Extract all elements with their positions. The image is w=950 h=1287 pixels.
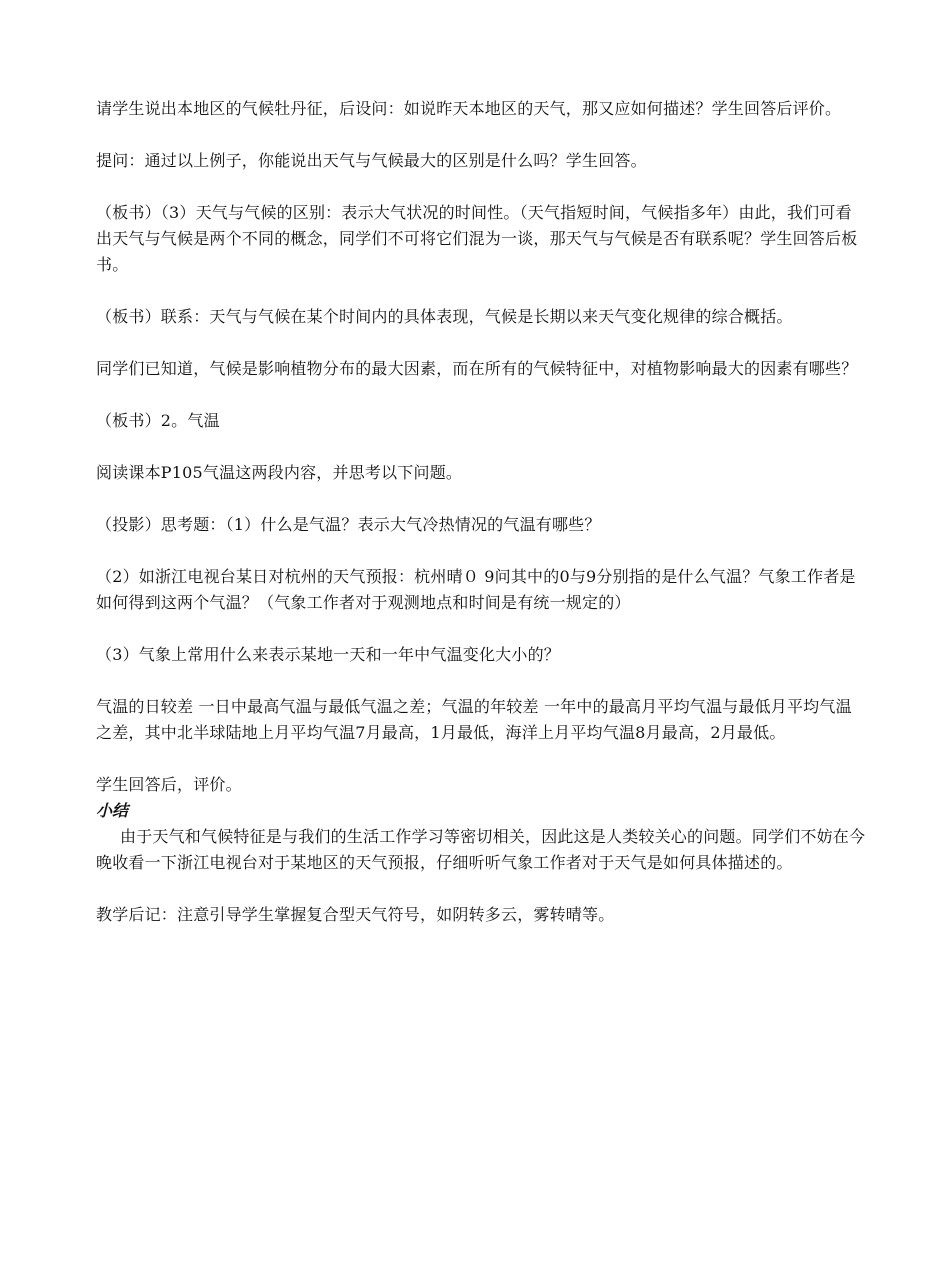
paragraph-plant-factors: 同学们已知道，气候是影响植物分布的最大因素，而在所有的气候特征中，对植物影响最大的因素有哪些？ <box>96 359 858 378</box>
paragraph-board-temperature: （板书）2。气温 <box>96 411 220 430</box>
paragraph-climate-question: 请学生说出本地区的气候牡丹征，后设问：如说昨天本地区的天气，那又应如何描述？学生回答后评价。 <box>96 99 842 118</box>
afterword: 教学后记：注意引导学生掌握复合型天气符号，如阴转多云，雾转晴等。 <box>96 905 615 924</box>
paragraph-difference-question: 提问：通过以上例子，你能说出天气与气候最大的区别是什么吗？学生回答。 <box>96 151 647 170</box>
paragraph-question-3: （3）气象上常用什么来表示某地一天和一年中气温变化大小的？ <box>96 645 560 664</box>
paragraph-temperature-range: 气温的日较差 一日中最高气温与最低气温之差；气温的年较差 一年中的最高月平均气温与最低月平均气温之差，其中北半球陆地上月平均气温7月最高，1月最低，海洋上月平均气温8月最高，2月最低。 <box>96 697 852 742</box>
paragraph-question-2: （2）如浙江电视台某日对杭州的天气预报：杭州晴０ 9问其中的0与9分别指的是什么气温？气象工作者是如何得到这两个气温？（气象工作者对于观测地点和时间是有统一规定的） <box>96 567 856 612</box>
paragraph-board-connection: （板书）联系：天气与气候在某个时间内的具体表现，气候是长期以来天气变化规律的综合概括。 <box>96 307 793 326</box>
paragraph-evaluation: 学生回答后，评价。 <box>96 775 242 794</box>
paragraph-board-difference: （板书）（3）天气与气候的区别：表示大气状况的时间性。（天气指短时间，气候指多年）由此，我们可看出天气与气候是两个不同的概念，同学们不可将它们混为一谈，那天气与气候是否有联系呢？学生回答后板书。 <box>96 203 858 274</box>
summary-text: 由于天气和气候特征是与我们的生活工作学习等密切相关，因此这是人类较关心的问题。同学们不妨在今晚收看一下浙江电视台对于某地区的天气预报，仔细听听气象工作者对于天气是如何具体描述的。 <box>96 827 866 872</box>
summary-heading: 小结 <box>96 801 129 820</box>
paragraph-reading-task: 阅读课本P105气温这两段内容，并思考以下问题。 <box>96 463 463 482</box>
paragraph-question-1: （投影）思考题：（1）什么是气温？表示大气冷热情况的气温有哪些？ <box>96 515 601 534</box>
document-page <box>96 96 866 928</box>
